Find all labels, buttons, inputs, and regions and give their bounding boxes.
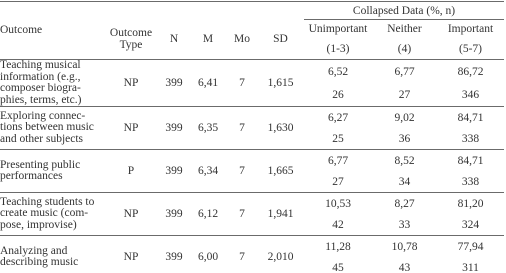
row-important-pct: 81,20 (457, 197, 484, 210)
row-n: 399 (165, 251, 183, 263)
row-sd: 2,010 (267, 251, 294, 263)
row-important-n: 338 (461, 132, 480, 145)
header-n: N (169, 33, 179, 46)
row-type: NP (123, 208, 139, 220)
row-neither-pct: 8,27 (394, 197, 415, 210)
row-m: 6,00 (197, 251, 219, 263)
row-n: 399 (165, 165, 183, 177)
row-unimportant-pct: 6,52 (327, 65, 349, 78)
row-m: 6,35 (197, 122, 219, 134)
row-type: NP (123, 122, 139, 134)
row-outcome: Teaching musical information (e.g., composer biogra- phies, terms, etc.) (0, 59, 82, 106)
row-unimportant-pct: 10,53 (325, 197, 351, 210)
row-unimportant-pct: 11,28 (325, 240, 351, 253)
row-neither-pct: 6,77 (394, 65, 415, 78)
row-outcome: Analyzing and describing music (0, 244, 79, 268)
row-neither-pct: 10,78 (391, 240, 418, 253)
row-sd: 1,941 (267, 208, 294, 220)
row-important-n: 311 (462, 261, 479, 273)
row-type: P (127, 165, 135, 177)
row-sd: 1,630 (267, 122, 294, 134)
row-unimportant-pct: 6,27 (327, 111, 349, 124)
row-n: 399 (165, 208, 183, 220)
row-neither-pct: 8,52 (394, 154, 415, 167)
row-m: 6,12 (197, 208, 219, 220)
row-outcome: Teaching students to create music (com- pose, improvise) (0, 195, 95, 231)
header-outcome-type: Outcome Type (109, 27, 153, 52)
header-important: Important (447, 23, 494, 35)
row-sd: 1,615 (267, 77, 294, 89)
table-row (0, 236, 504, 258)
row-important-n: 338 (461, 175, 480, 188)
row-type: NP (123, 77, 139, 89)
row-outcome: Exploring connec- tions between music and other subjects (0, 109, 94, 145)
row-sd: 1,665 (267, 165, 294, 177)
row-unimportant-n: 27 (332, 175, 344, 188)
row-m: 6,34 (197, 165, 219, 177)
results-table (0, 1, 504, 273)
header-m: M (202, 33, 214, 46)
row-neither-n: 27 (398, 88, 411, 101)
table-row (0, 193, 504, 215)
row-unimportant-n: 42 (332, 218, 344, 231)
header-unimportant: Unimportant (308, 23, 368, 35)
row-important-pct: 77,94 (457, 240, 484, 253)
row-mo: 7 (239, 77, 245, 89)
row-unimportant-n: 45 (332, 261, 344, 273)
row-outcome: Presenting public performances (0, 158, 81, 182)
row-mo: 7 (239, 122, 245, 134)
row-unimportant-n: 26 (332, 88, 344, 101)
row-unimportant-pct: 6,77 (327, 154, 349, 167)
header-collapsed-data: Collapsed Data (%, n) (304, 2, 504, 20)
row-unimportant-n: 25 (332, 132, 344, 145)
header-row-top (0, 2, 504, 20)
row-neither-pct: 9,02 (394, 111, 415, 124)
header-range-unimportant: (1-3) (326, 42, 350, 55)
row-mo: 7 (239, 251, 245, 263)
row-important-pct: 84,71 (457, 111, 484, 124)
row-neither-n: 43 (398, 261, 411, 273)
row-type: NP (123, 251, 139, 263)
row-n: 399 (165, 122, 183, 134)
row-important-pct: 86,72 (457, 65, 484, 78)
table-row (0, 60, 504, 84)
row-n: 399 (165, 77, 183, 89)
header-outcome: Outcome (0, 23, 43, 36)
table-row (0, 107, 504, 129)
header-neither: Neither (387, 23, 422, 35)
row-important-n: 346 (461, 88, 480, 101)
row-neither-n: 33 (398, 218, 411, 231)
row-neither-n: 36 (398, 132, 411, 145)
row-important-n: 324 (461, 218, 480, 231)
row-m: 6,41 (197, 77, 219, 89)
row-mo: 7 (239, 208, 245, 220)
header-mo: Mo (234, 33, 250, 46)
row-neither-n: 34 (398, 175, 411, 188)
header-range-important: (5-7) (459, 42, 482, 55)
header-range-neither: (4) (397, 42, 412, 55)
row-important-pct: 84,71 (457, 154, 484, 167)
header-sd: SD (273, 33, 288, 46)
row-mo: 7 (239, 165, 245, 177)
table-row (0, 150, 504, 172)
